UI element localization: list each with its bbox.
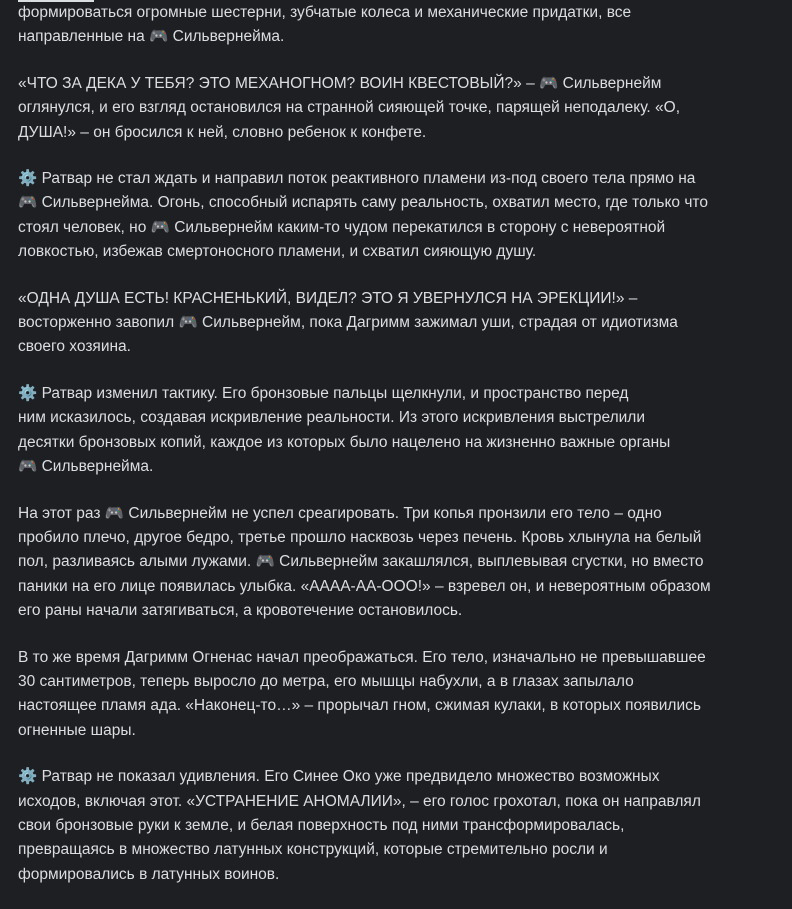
paragraph-3: ⚙️ Ратвар не стал ждать и направил поток реактивного пламени из-под своего тела прямо на 🎮 Сильвернейма. Огонь, способный испарять саму реальность, охватил место, где только что стоял человек, но 🎮 Сильвернейм каким-то чудом перекатился в сторону с невероятной ловкостью, избежав смертоносного пламени, и схватил сияющую душу. xyxy=(18,170,708,261)
paragraph-2: «ЧТО ЗА ДЕКА У ТЕБЯ? ЭТО МЕХАНОГНОМ? ВОИН КВЕСТОВЫЙ?» – 🎮 Сильвернейм оглянулся, и его взгляд остановился на странной сияющей точке, парящей неподалеку. «О, ДУША!» – он бросился к ней, словно ребенок к конфете. xyxy=(18,74,681,141)
paragraph-6: На этот раз 🎮 Сильвернейм не успел среагировать. Три копья пронзили его тело – одно пробило плечо, другое бедро, третье прошло насквозь через печень. Кровь хлынула на белый пол, разливаясь алыми лужами. 🎮 Сильвернейм закашлялся, выплевывая сгустки, но вместо паники на его лице появилась улыбка. «АААА-АА-ООО!» – взревел он, и невероятным образом его раны начали затягиваться, а кровотечение остановилось. xyxy=(18,504,711,620)
paragraph-1: формироваться огромные шестерни, зубчатые колеса и механические придатки, все направленные на 🎮 Сильвернейма. xyxy=(18,4,632,46)
paragraph-8: ⚙️ Ратвар не показал удивления. Его Синее Око уже предвидело множество возможных исходов, включая этот. «УСТРАНЕНИЕ АНОМАЛИИ», – его голос грохотал, пока он направлял свои бронзовые руки к земле, и белая поверхность под ними трансформировалась, превращаясь в множество латунных конструкций, которые стремительно росли и формировались в латунных воинов. xyxy=(18,768,701,883)
paragraph-4: «ОДНА ДУША ЕСТЬ! КРАСНЕНЬКИЙ, ВИДЕЛ? ЭТО Я УВЕРНУЛСЯ НА ЭРЕКЦИИ!» – восторженно завопил 🎮 Сильвернейм, пока Дагримм зажимал уши, страдая от идиотизма своего хозяина. xyxy=(18,289,678,356)
paragraph-5: ⚙️ Ратвар изменил тактику. Его бронзовые пальцы щелкнули, и пространство перед ним исказилось, создавая искривление реальности. Из этого искривления выстрелили десятки бронзовых копий, каждое из которых было нацелено на жизненно важные органы 🎮 Сильвернейма. xyxy=(18,384,671,476)
message-content xyxy=(18,1,780,909)
paragraph-7: В то же время Дагримм Огненас начал преображаться. Его тело, изначально не превышавшее 30 сантиметров, теперь выросло до метра, его мышцы набухли, а в глазах запылало настоящее пламя ада. «Наконец-то…» – прорычал гном, сжимая кулаки, в которых появились огненные шары. xyxy=(18,648,706,739)
